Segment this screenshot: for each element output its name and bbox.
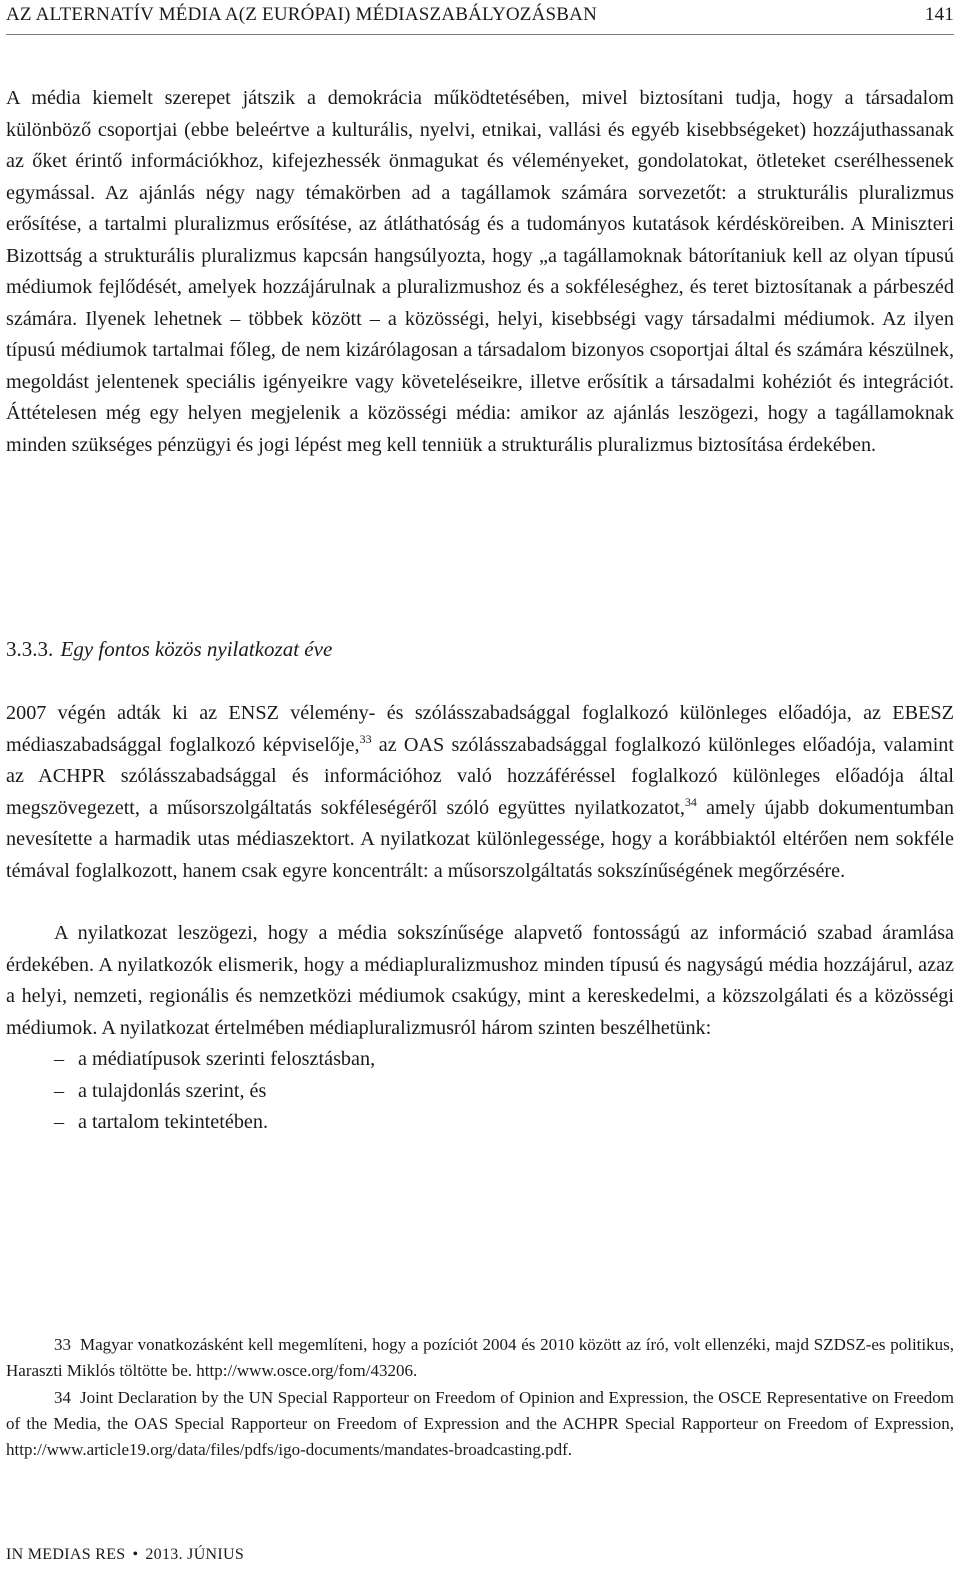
list-item (6, 1044, 954, 1076)
list-dash: – (54, 1111, 65, 1133)
page-number: 141 (924, 4, 954, 25)
footnote-33 (6, 1332, 954, 1385)
list-item-text: a tartalom tekintetében. (78, 1111, 269, 1133)
footnote-text: Magyar vonatkozásként kell megemlíteni, hogy a pozíciót 2004 és 2010 között az író, volt ellenzéki, majd SZDSZ-es politikus, Haraszti Miklós töltötte be. http://www.osce.org/fom/43206. (6, 1335, 954, 1381)
footnote-number: 33 (54, 1335, 71, 1354)
paragraph-text (6, 698, 954, 887)
section-number: 3.3.3. (6, 637, 54, 661)
footnote-number: 34 (54, 1387, 71, 1407)
text-segment: az OAS szólásszabadsággal foglalkozó különleges előadója, valamint az ACHPR szólásszabadsággal és információhoz való hozzáféréssel foglalkozó különleges előadója által megszövegezett, a műsorszolgáltatás sokféleségéről szóló együttes nyilatkozatot, (6, 733, 955, 819)
text-segment: 2007 végén adták ki az ENSZ vélemény- és szólásszabadsággal foglalkozó különleges előadója, az EBESZ médiaszabadsággal foglalkozó képviselője, (6, 702, 954, 756)
list-item (6, 1107, 954, 1139)
paragraph-text: A nyilatkozat leszögezi, hogy a média sokszínűsége alapvető fontosságú az információ szabad áramlása érdekében. A nyilatkozók elismerik, hogy a médiapluralizmushoz minden típusú és nagyságú média hozzájárul, azaz a helyi, nemzeti, regionális és nemzetközi médiumok csakúgy, mint a kereskedelmi, a közszolgálati és a közösségi médiumok. A nyilatkozat értelmében médiapluralizmusról három szinten beszélhetünk: (6, 922, 954, 1039)
body-paragraph-1 (6, 83, 954, 461)
issue-date: 2013. JÚNIUS (145, 1546, 245, 1563)
footnote-34 (6, 1385, 954, 1464)
body-paragraph-3 (6, 918, 954, 1139)
journal-name: IN MEDIAS RES (6, 1546, 126, 1563)
body-paragraph-2 (6, 698, 954, 887)
list-dash: – (54, 1048, 65, 1070)
running-header (6, 2, 954, 28)
list-item (6, 1076, 954, 1108)
footnotes (6, 1332, 954, 1463)
header-rule (6, 34, 954, 35)
paragraph-text: A média kiemelt szerepet játszik a demokrácia működtetésében, mivel biztosítani tudja, hogy a társadalom különböző csoportjai (ebbe beleértve a kulturális, nyelvi, etnikai, vallási és egyéb kisebbségeket) hozzájuthassanak az őket érintő információkhoz, kifejezhessék önmagukat és véleményeket, gondolatokat, ötleteket cserélhessenek egymással. Az ajánlás négy nagy témakörben ad a tagállamok számára sorvezetőt: a strukturális pluralizmus erősítése, a tartalmi pluralizmus erősítése, az átláthatóság és a tudományos kutatások kérdésköreiben. A Miniszteri Bizottság a strukturális pluralizmus kapcsán hangsúlyozta, hogy „a tagállamoknak bátorítaniuk kell az olyan típusú médiumok fejlődését, amelyek hozzájárulnak a pluralizmushoz és a sokféleséghez, és teret biztosítanak a párbeszéd számára. Ilyenek lehetnek – többek között – a közösségi, helyi, kisebbségi vagy társadalmi médiumok. Az ilyen típusú médiumok tartalmai főleg, de nem kizárólagosan a társadalom bizonyos csoportjai által és számára készülnek, megoldást jelentenek speciális igényeikre vagy követeléseikre, illetve erősítik a társadalmi kohéziót és integrációt. Áttételesen még egy helyen megjelenik a közösségi média: amikor az ajánlás leszögezi, hogy a tagállamoknak minden szükséges pénzügyi és jogi lépést meg kell tenniük a strukturális pluralizmus biztosítása érdekében. (6, 87, 954, 456)
footnote-text: Joint Declaration by the UN Special Rapporteur on Freedom of Opinion and Expression, the OSCE Representative on Freedom of the Media, the OAS Special Rapporteur on Freedom of Expression and the ACHPR Special Rapporteur on Freedom of Expression, http://www.article19.org/data/files/pdfs/igo-documents/mandates-broadcasting.pdf. (6, 1387, 954, 1460)
footer-bullet: • (132, 1546, 139, 1563)
page-footer (6, 1546, 244, 1564)
section-heading (6, 633, 332, 665)
running-title: AZ ALTERNATÍV MÉDIA A(Z EURÓPAI) MÉDIASZABÁLYOZÁSBAN (6, 4, 598, 25)
footnote-ref-33[interactable]: 33 (359, 731, 372, 746)
section-title: Egy fontos közös nyilatkozat éve (60, 637, 333, 661)
dash-list (6, 1044, 954, 1139)
text-segment: amely újabb dokumentumban nevesítette a harmadik utas médiaszektort. A nyilatkozat különlegessége, hogy a korábbiaktól eltérően nem sokféle témával foglalkozott, hanem csak egyre koncentrált: a műsorszolgáltatás sokszínűségének megőrzésére. (6, 796, 954, 882)
footnote-ref-34[interactable]: 34 (684, 794, 697, 809)
list-dash: – (54, 1079, 65, 1102)
list-item-text: a médiatípusok szerinti felosztásban, (78, 1048, 376, 1070)
list-item-text: a tulajdonlás szerint, és (78, 1079, 267, 1102)
